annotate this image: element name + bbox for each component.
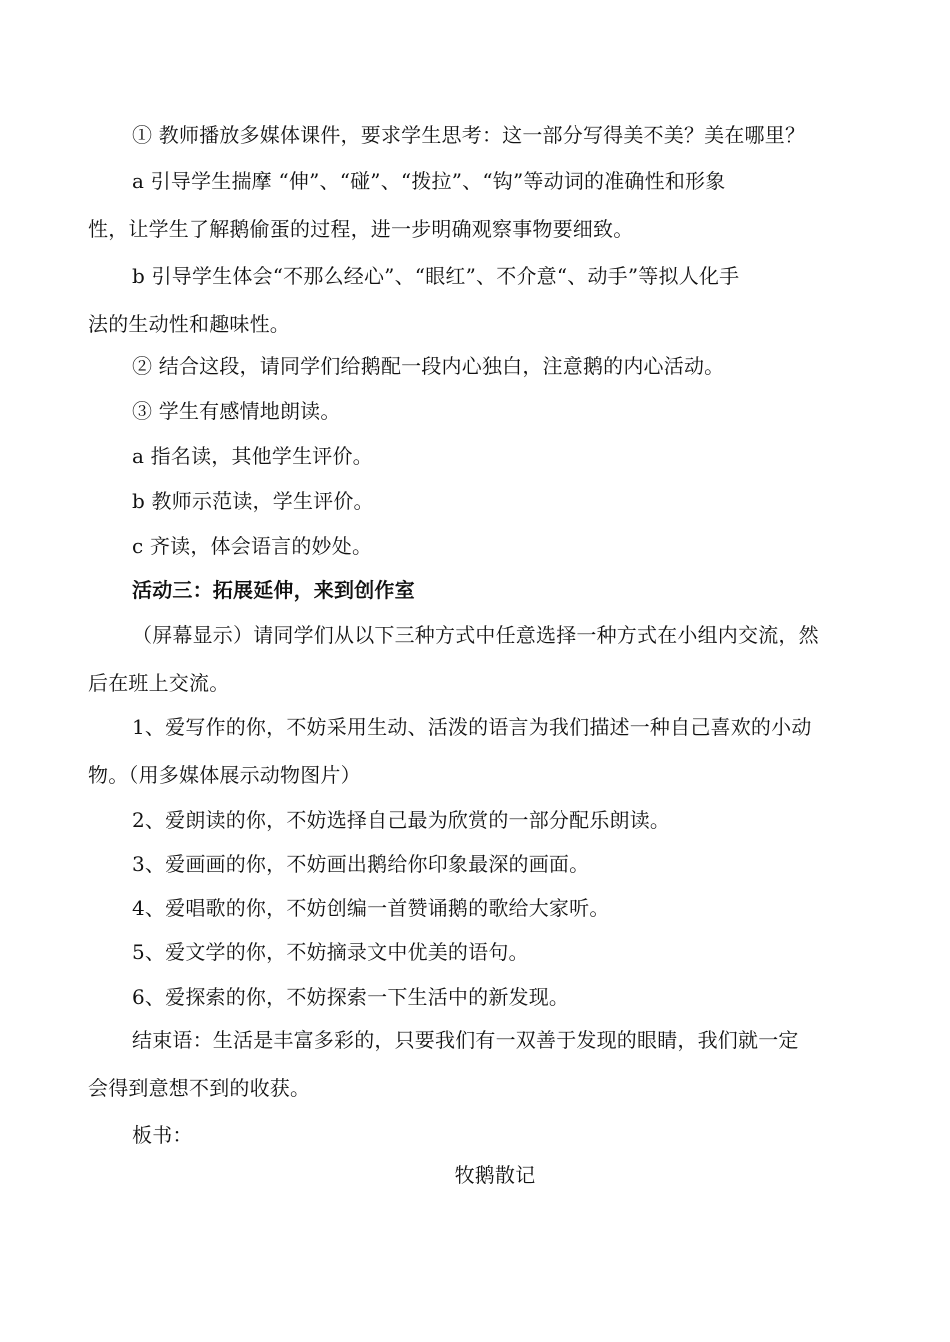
paragraph-screen-display: （屏幕显示）请同学们从以下三种方式中任意选择一种方式在小组内交流，然 <box>132 623 819 647</box>
list-item-4: 4、爱唱歌的你，不妨创编一首赞诵鹅的歌给大家听。 <box>132 896 610 920</box>
paragraph-step-3: ③ 学生有感情地朗读。 <box>132 399 341 423</box>
blackboard-title: 牧鹅散记 <box>454 1163 536 1187</box>
list-item-3: 3、爱画画的你，不妨画出鹅给你印象最深的画面。 <box>132 852 590 876</box>
section-heading-activity-3: 活动三：拓展延伸，来到创作室 <box>132 578 415 602</box>
paragraph-step-1a-cont: 性，让学生了解鹅偷蛋的过程，进一步明确观察事物要细致。 <box>88 217 634 241</box>
paragraph-conclusion-cont: 会得到意想不到的收获。 <box>88 1076 311 1100</box>
paragraph-step-3c: c 齐读，体会语言的妙处。 <box>132 534 373 558</box>
list-item-1: 1、爱写作的你，不妨采用生动、活泼的语言为我们描述一种自己喜欢的小动 <box>132 715 812 739</box>
list-item-5: 5、爱文学的你，不妨摘录文中优美的语句。 <box>132 940 529 964</box>
list-item-2: 2、爱朗读的你，不妨选择自己最为欣赏的一部分配乐朗读。 <box>132 808 671 832</box>
list-item-6: 6、爱探索的你，不妨探索一下生活中的新发现。 <box>132 985 570 1009</box>
paragraph-step-1: ① 教师播放多媒体课件，要求学生思考：这一部分写得美不美？美在哪里？ <box>132 123 806 147</box>
paragraph-screen-display-cont: 后在班上交流。 <box>88 671 230 695</box>
paragraph-step-3b: b 教师示范读，学生评价。 <box>132 489 374 513</box>
paragraph-step-1b: b 引导学生体会“不那么经心”、“眼红”、不介意“、动手”等拟人化手 <box>132 264 740 288</box>
paragraph-conclusion: 结束语：生活是丰富多彩的，只要我们有一双善于发现的眼睛，我们就一定 <box>132 1028 799 1052</box>
paragraph-step-1a: a 引导学生揣摩 “伸”、“碰”、“拨拉”、“钩”等动词的准确性和形象 <box>132 169 726 193</box>
list-item-1-cont: 物。（用多媒体展示动物图片） <box>88 763 361 787</box>
paragraph-step-1b-cont: 法的生动性和趣味性。 <box>88 312 290 336</box>
blackboard-label: 板书： <box>132 1123 193 1147</box>
paragraph-step-3a: a 指名读，其他学生评价。 <box>132 444 373 468</box>
paragraph-step-2: ② 结合这段，请同学们给鹅配一段内心独白，注意鹅的内心活动。 <box>132 354 725 378</box>
